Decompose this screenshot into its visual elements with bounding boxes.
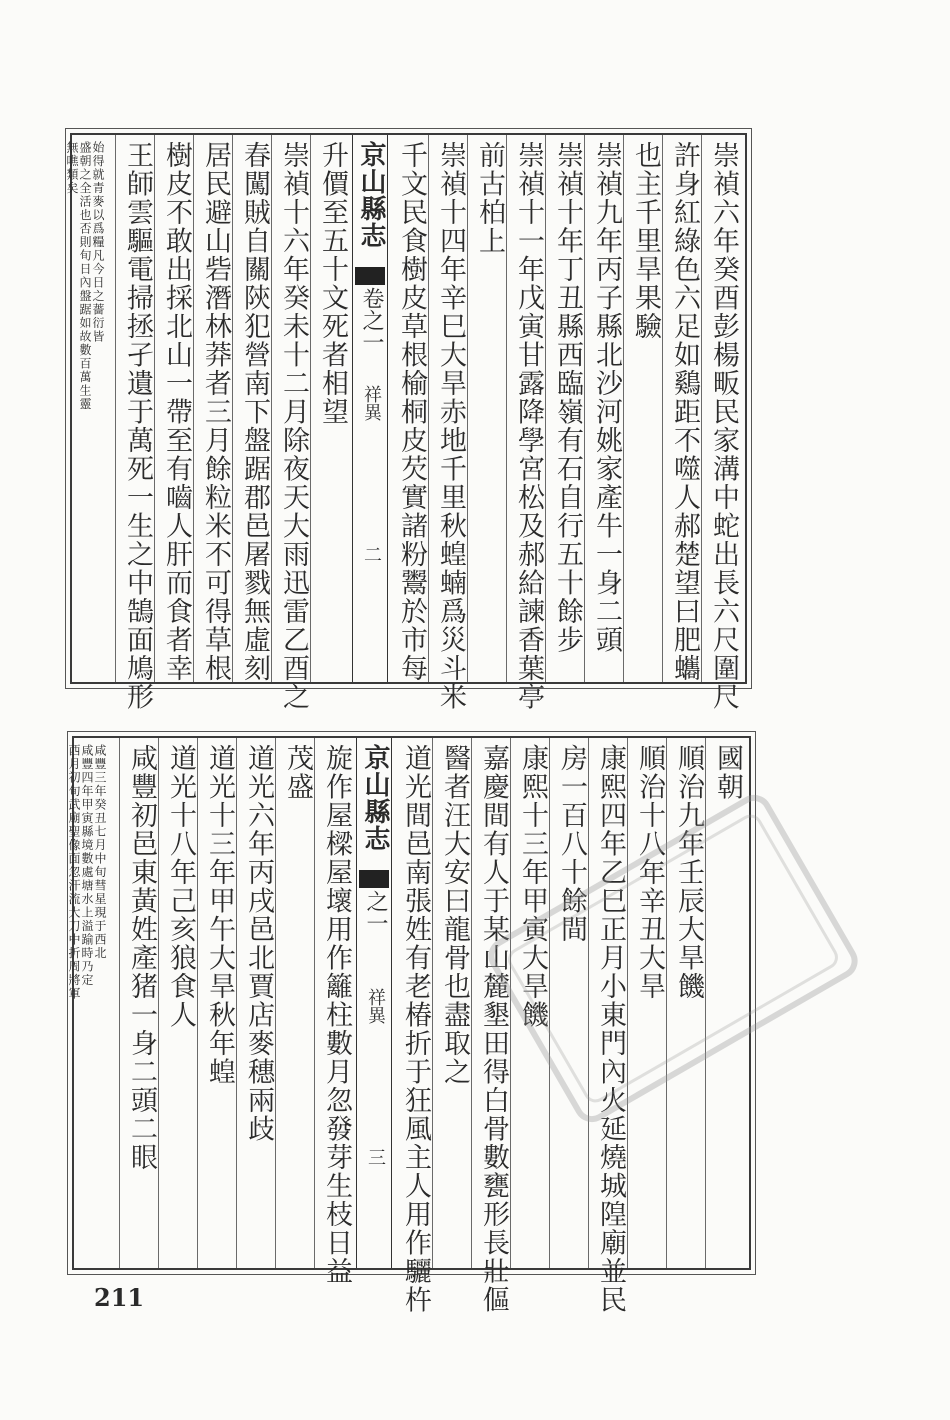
text-column: 順治九年壬辰大旱饑 bbox=[673, 744, 704, 1001]
text-column: 咸豐三年癸丑七月中旬彗星現于西北 bbox=[93, 744, 107, 960]
block-heart-column bbox=[352, 135, 388, 682]
text-column: 崇禎十六年癸未十二月除夜天大雨迅雷乙酉之 bbox=[278, 141, 309, 711]
text-column: 始得就青麥以爲糧凡今日之薔衍皆 bbox=[91, 141, 105, 344]
text-column: 嘉慶間有人于某山麓墾田得白骨數甕形長壯傴 bbox=[478, 744, 509, 1314]
text-column: 順治十八年辛丑大旱 bbox=[634, 744, 665, 1001]
text-column: 房一百八十餘間 bbox=[556, 744, 587, 944]
text-column: 道光六年丙戌邑北賈店麥穗兩歧 bbox=[243, 744, 274, 1143]
text-column: 茂盛 bbox=[282, 744, 313, 801]
book-title: 京山縣志 bbox=[356, 141, 386, 249]
text-column: 樹皮不敢出採北山一帶至有嚙人肝而食者幸 bbox=[161, 141, 192, 683]
text-column: 醫者汪大安曰龍骨也盡取之 bbox=[439, 744, 470, 1086]
section-label: 祥異 bbox=[361, 385, 382, 421]
text-column: 崇禎九年丙子縣北沙河姚家產牛一身二頭 bbox=[591, 141, 622, 654]
text-column: 居民避山砦潛林莽者三月餘粒米不可得草根 bbox=[200, 141, 231, 683]
text-column: 道光間邑南張姓有老椿折于狂風主人用作驪杵 bbox=[400, 744, 431, 1314]
text-column: 崇禎十一年戊寅甘露降學宮松及郝給諫香葉亭 bbox=[513, 141, 544, 711]
page-number: 211 bbox=[94, 1283, 145, 1312]
fishtail-mark bbox=[355, 267, 385, 285]
text-column: 春闖賊自關陝犯營南下盤踞郡邑屠戮無虛刻 bbox=[239, 141, 270, 683]
text-column: 康熙四年乙巳正月小東門內火延燒城隍廟並民 bbox=[595, 744, 626, 1314]
text-column: 康熙十三年甲寅大旱饑 bbox=[517, 744, 548, 1029]
volume-label: 卷之一 bbox=[359, 287, 384, 353]
text-column: 王師雲驅電掃拯孑遺于萬死一生之中鵠面鳩形 bbox=[122, 141, 153, 711]
text-column: 咸豐初邑東黃姓產猪一身二頭二眼 bbox=[126, 744, 157, 1172]
text-column: 千文民食樹皮草根榆桐皮芡實諸粉鬻於市每 bbox=[396, 141, 427, 683]
leaf-number: 三 bbox=[365, 1148, 386, 1166]
text-column: 前古柏上 bbox=[474, 141, 505, 255]
volume-label: 之一 bbox=[363, 890, 388, 934]
text-column: 咸豐四年甲寅縣境數處塘水上溢踰時乃定 bbox=[80, 744, 94, 987]
text-column: 盛朝之全活也否則旬日內盤踞如故數百萬生靈 bbox=[78, 141, 92, 411]
text-column: 崇禎六年癸酉彭楊畈民家溝中蛇出長六尺圍尺 bbox=[708, 141, 739, 711]
section-label: 祥異 bbox=[365, 988, 386, 1024]
text-column: 道光十八年己亥狼食人 bbox=[165, 744, 196, 1029]
text-column: 許身紅綠色六足如鷄距不噬人郝楚望曰肥蠵 bbox=[669, 141, 700, 683]
text-column: 崇禎十年丁丑縣西臨嶺有石自行五十餘步 bbox=[552, 141, 583, 654]
leaf-number: 二 bbox=[361, 545, 382, 563]
fishtail-mark bbox=[359, 870, 389, 888]
text-column: 國朝 bbox=[712, 744, 743, 801]
top-page-frame bbox=[65, 133, 747, 711]
text-column: 道光十三年甲午大旱秋年蝗 bbox=[204, 744, 235, 1086]
text-column: 也主千里旱果驗 bbox=[630, 141, 661, 341]
text-column: 旋作屋樑屋壞用作籬柱數月忽發芽生枝日益 bbox=[321, 744, 352, 1286]
text-column: 無噍類矣 bbox=[65, 141, 79, 195]
book-title: 京山縣志 bbox=[360, 744, 390, 852]
text-column: 崇禎十四年辛巳大旱赤地千里秋蝗蝻爲災斗米 bbox=[435, 141, 466, 711]
block-heart-column bbox=[356, 738, 392, 1268]
text-column: 西月初旬武廟聖像面忽汗流大刀中折周將軍 bbox=[67, 744, 81, 1001]
text-column: 升價至五十文死者相望 bbox=[317, 141, 348, 426]
